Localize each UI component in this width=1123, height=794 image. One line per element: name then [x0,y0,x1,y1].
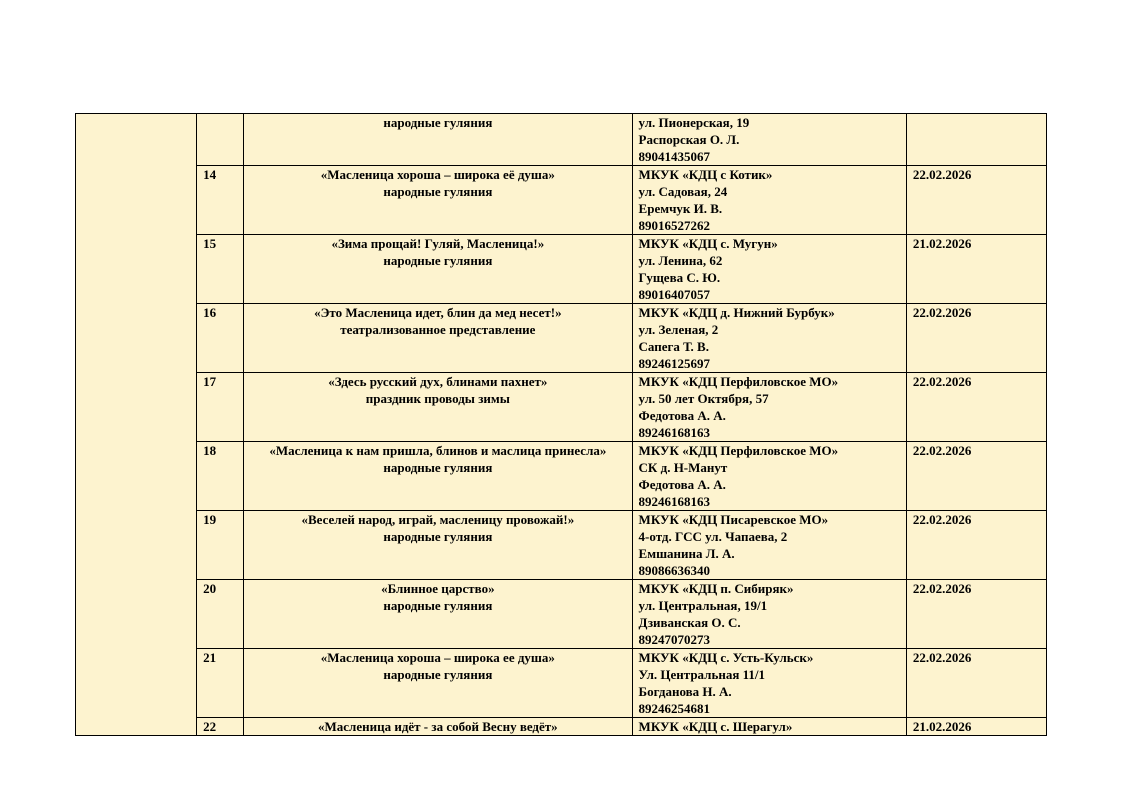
date-cell [906,580,1046,649]
row-number-cell [197,304,244,373]
date-cell [906,373,1046,442]
event-cell [244,166,632,235]
venue-contact: Дзиванская О. С. [638,615,741,630]
venue-phone: 89246254681 [638,701,711,716]
event-type: народные гуляния [383,253,493,268]
table-row [76,442,1047,511]
venue-phone: 89041435067 [638,149,711,164]
event-type: народные гуляния [383,598,493,613]
events-table [75,113,1047,736]
event-title: «Зима прощай! Гуляй, Масленица!» [331,236,545,251]
table-row [76,511,1047,580]
event-type: народные гуляния [383,529,493,544]
event-date: 22.02.2026 [912,650,972,665]
event-title: «Масленица к нам пришла, блинов и маслица принесла» [269,443,607,458]
event-title: «Веселей народ, играй, масленицу провожай!» [301,512,575,527]
venue-address: ул. Ленина, 62 [638,253,723,268]
venue-org: МКУК «КДЦ Писаревское МО» [638,512,829,527]
event-type: праздник проводы зимы [365,391,510,406]
events-table-body [76,114,1047,736]
table-row [76,235,1047,304]
table-row [76,373,1047,442]
row-number: 19 [203,512,217,527]
date-cell [906,235,1046,304]
row-number-cell [197,373,244,442]
row-number: 14 [203,167,217,182]
venue-address: ул. Зеленая, 2 [638,322,719,337]
row-number-cell [197,649,244,718]
table-row [76,649,1047,718]
event-cell [244,114,632,166]
row-number: 16 [203,305,217,320]
venue-org: МКУК «КДЦ с. Усть-Кульск» [638,650,814,665]
row-number: 22 [203,719,217,734]
table-row [76,718,1047,736]
venue-contact: Емшанина Л. А. [638,546,735,561]
date-cell [906,166,1046,235]
row-number: 21 [203,650,217,665]
date-cell [906,718,1046,736]
venue-org: МКУК «КДЦ Перфиловское МО» [638,374,839,389]
venue-contact: Богданова Н. А. [638,684,732,699]
venue-contact: Сапега Т. В. [638,339,709,354]
row-number-cell [197,718,244,736]
venue-cell [632,235,906,304]
venue-phone: 89016527262 [638,218,711,233]
row-number: 20 [203,581,217,596]
event-type: театрализованное представление [340,322,536,337]
venue-phone: 89246168163 [638,494,711,509]
venue-cell [632,718,906,736]
venue-cell [632,442,906,511]
date-cell [906,304,1046,373]
date-cell [906,114,1046,166]
date-cell [906,511,1046,580]
table-row [76,580,1047,649]
venue-address: ул. Садовая, 24 [638,184,728,199]
venue-phone: 89086636340 [638,563,711,578]
event-type: народные гуляния [383,184,493,199]
venue-phone: 89246168163 [638,425,711,440]
venue-contact: Еремчук И. В. [638,201,723,216]
event-title: «Блинное царство» [381,581,495,596]
row-number: 15 [203,236,217,251]
date-cell [906,442,1046,511]
venue-org: МКУК «КДЦ п. Сибиряк» [638,581,794,596]
merged-left-cell [76,114,197,736]
event-date: 21.02.2026 [912,719,972,734]
venue-cell [632,304,906,373]
event-title: «Масленица хороша – широка её душа» [320,167,555,182]
venue-phone: 89246125697 [638,356,711,371]
event-title: «Масленица идёт - за собой Весну ведёт» [318,719,558,734]
row-number: 17 [203,374,217,389]
venue-org: МКУК «КДЦ д. Нижний Бурбук» [638,305,835,320]
row-number-cell [197,580,244,649]
venue-org: МКУК «КДЦ с. Мугун» [638,236,778,251]
event-date: 21.02.2026 [912,236,972,251]
venue-address: ул. Центральная, 19/1 [638,598,768,613]
event-cell [244,718,632,736]
event-cell [244,580,632,649]
venue-cell [632,166,906,235]
venue-address: Ул. Центральная 11/1 [638,667,766,682]
row-number: 18 [203,443,217,458]
event-title: «Здесь русский дух, блинами пахнет» [328,374,548,389]
event-title: «Масленица хороша – широка ее душа» [320,650,555,665]
event-type: народные гуляния [383,115,493,130]
event-type: народные гуляния [383,460,493,475]
row-number-cell [197,442,244,511]
event-date: 22.02.2026 [912,374,972,389]
event-date: 22.02.2026 [912,443,972,458]
venue-org: МКУК «КДЦ с. Шерагул» [638,719,793,734]
venue-contact: Федотова А. А. [638,408,726,423]
row-number-cell [197,166,244,235]
event-cell [244,373,632,442]
venue-address: ул. Пионерская, 19 [638,115,750,130]
venue-phone: 89247070273 [638,632,711,647]
venue-cell [632,511,906,580]
table-row [76,304,1047,373]
venue-cell [632,580,906,649]
event-date: 22.02.2026 [912,581,972,596]
event-title: «Это Масленица идет, блин да мед несет!» [314,305,562,320]
venue-contact: Гущева С. Ю. [638,270,721,285]
event-type: народные гуляния [383,667,493,682]
event-cell [244,235,632,304]
event-cell [244,442,632,511]
event-cell [244,649,632,718]
venue-org: МКУК «КДЦ Перфиловское МО» [638,443,839,458]
venue-cell [632,114,906,166]
venue-address: ул. 50 лет Октября, 57 [638,391,769,406]
venue-contact: Распорская О. Л. [638,132,740,147]
date-cell [906,649,1046,718]
event-date: 22.02.2026 [912,512,972,527]
venue-cell [632,649,906,718]
row-number-cell [197,235,244,304]
row-number-cell [197,114,244,166]
event-date: 22.02.2026 [912,167,972,182]
event-date: 22.02.2026 [912,305,972,320]
venue-address: СК д. Н-Манут [638,460,728,475]
event-cell [244,304,632,373]
table-row [76,114,1047,166]
venue-address: 4-отд. ГСС ул. Чапаева, 2 [638,529,788,544]
venue-phone: 89016407057 [638,287,711,302]
event-cell [244,511,632,580]
venue-contact: Федотова А. А. [638,477,726,492]
venue-org: МКУК «КДЦ с Котик» [638,167,773,182]
venue-cell [632,373,906,442]
row-number-cell [197,511,244,580]
table-row [76,166,1047,235]
